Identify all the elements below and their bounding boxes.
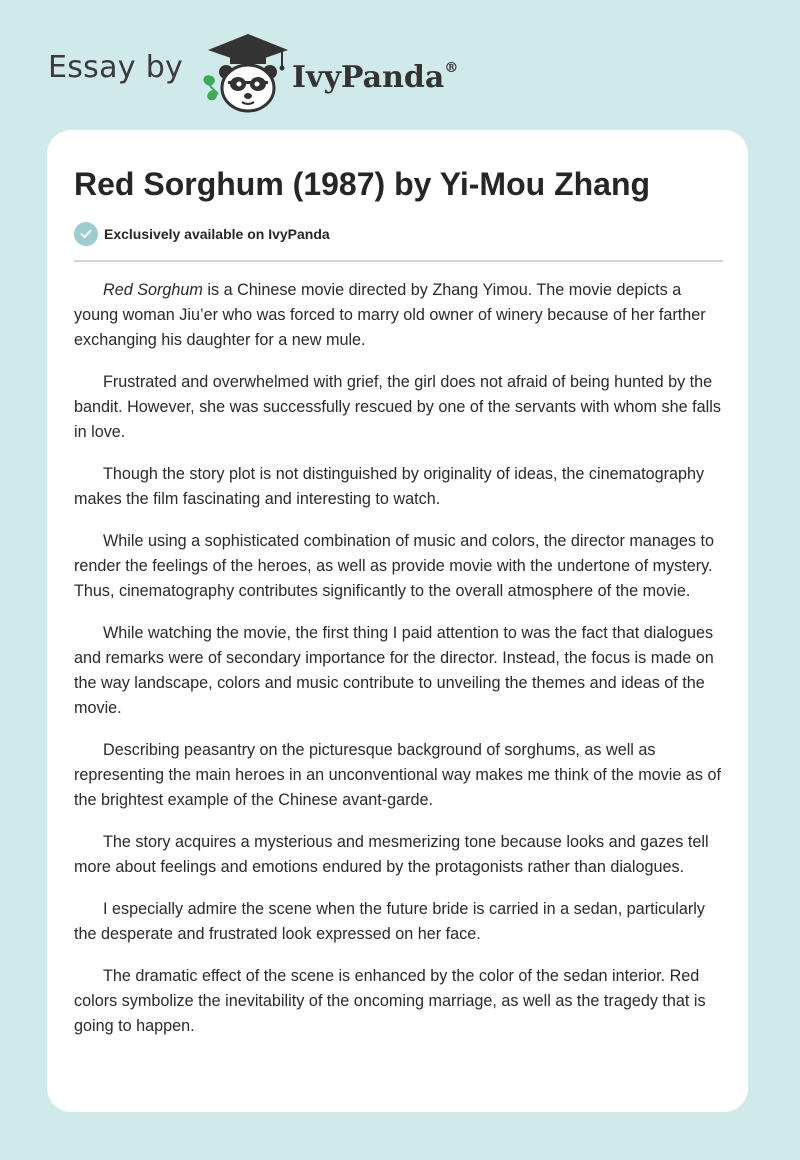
paragraph: The story acquires a mysterious and mesmerizing tone because looks and gazes tell more about feelings and emotions endured by the protagonists rather than dialogues.: [74, 833, 709, 876]
divider: [74, 260, 723, 262]
check-badge-icon: [74, 222, 98, 246]
essay-by-label: Essay by: [48, 50, 184, 85]
paragraph: Though the story plot is not distinguished by originality of ideas, the cinematography makes the film fascinating and interesting to watch.: [74, 465, 705, 508]
panda-graduate-logo-icon[interactable]: [198, 28, 298, 118]
essay-card: [47, 130, 748, 1112]
page-title: Red Sorghum (1987) by Yi-Mou Zhang: [74, 166, 651, 202]
exclusive-notice: [74, 222, 330, 246]
paragraph: While watching the movie, the first thing I paid attention to was the fact that dialogues and remarks were of secondary importance for the director. Instead, the focus is made on the way landscape, colors and music contribute to unveiling the themes and ideas of the movie.: [74, 624, 714, 717]
movie-title-italic: Red Sorghum: [103, 281, 203, 299]
paragraph: Frustrated and overwhelmed with grief, the girl does not afraid of being hunted by the bandit. However, she was successfully rescued by one of the servants with whom she falls in love.: [74, 373, 721, 441]
site-header: [0, 0, 800, 130]
paragraph-text: is a Chinese movie directed by Zhang Yimou. The movie depicts a young woman Jiu’er who was forced to marry old owner of winery because of her farther exchanging his daughter for a new mule.: [74, 281, 706, 349]
essay-body: [74, 278, 724, 1056]
paragraph: The dramatic effect of the scene is enhanced by the color of the sedan interior. Red colors symbolize the inevitability of the oncoming marriage, as well as the tragedy that is going to happen.: [74, 967, 706, 1035]
brand-name-text: IvyPanda: [292, 60, 445, 95]
paragraph: Describing peasantry on the picturesque background of sorghums, as well as representing the main heroes in an unconventional way makes me think of the movie as of the brightest example of the Chinese avant-garde.: [74, 741, 721, 809]
exclusive-label: Exclusively available on IvyPanda: [104, 226, 330, 242]
paragraph: While using a sophisticated combination of music and colors, the director manages to render the feelings of the heroes, as well as provide movie with the undertone of mystery. Thus, cinematography contributes significantly to the overall atmosphere of the movie.: [74, 532, 714, 600]
registered-mark: ®: [444, 60, 459, 76]
paragraph: I especially admire the scene when the future bride is carried in a sedan, particularly the desperate and frustrated look expressed on her face.: [74, 900, 705, 943]
paragraph: [74, 278, 724, 353]
brand-name[interactable]: [292, 52, 458, 98]
